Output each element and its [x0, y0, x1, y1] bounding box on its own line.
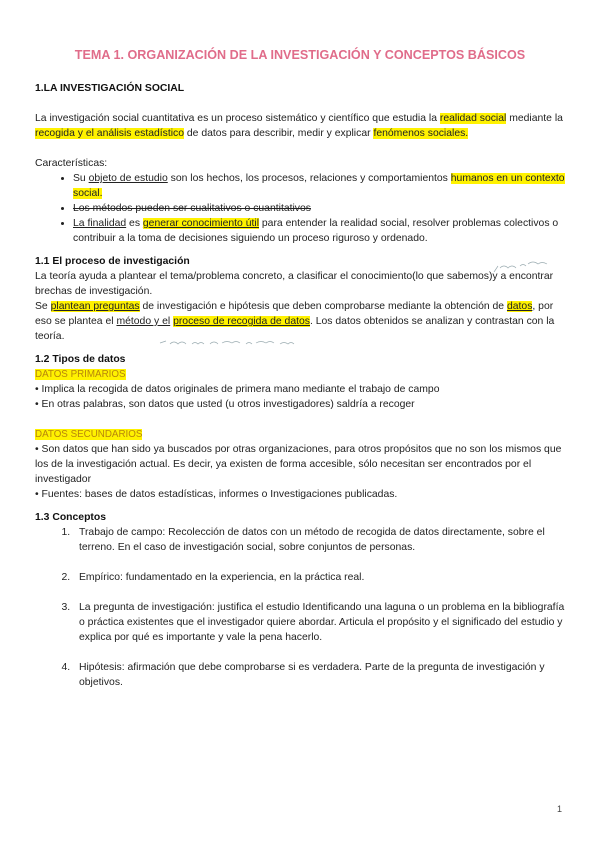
text: para entender la realidad social, resolver problemas colectivos o contribuir a la toma de decisiones siguiendo un proceso riguroso y ordenado.: [73, 218, 559, 244]
document-title: TEMA 1. ORGANIZACIÓN DE LA INVESTIGACIÓN Y CONCEPTOS BÁSICOS: [74, 48, 526, 62]
list-item: 2. Empírico: fundamentado en la experiencia, en la práctica real.: [73, 570, 565, 585]
list-item: 3. La pregunta de investigación: justifica el estudio Identificando una laguna o un problema en la bibliografía o práctica existentes que el investigador quiere abordar. Articula el propósito y el significado del estudio y explica por qué es importante y vale la pena hacerlo.: [73, 600, 565, 645]
highlight: generar conocimiento útil: [142, 218, 259, 229]
document-page: [35, 48, 565, 705]
text: de datos para describir, medir y explicar: [184, 128, 374, 139]
handwritten-note-scribble: [492, 258, 552, 274]
secondary-data-item: • Son datos que han sido ya buscados por otras organizaciones, para otros propósitos que no son los mismos que los de la investigación actual. Es decir, ya existen de forma accesible, sólo necesitan ser encontrados por el investigador: [35, 444, 562, 485]
underlined-text: objeto de estudio: [88, 173, 168, 184]
text: de investigación e hipótesis que deben comprobarse mediante la obtención de: [139, 301, 507, 312]
concepts-list: [35, 525, 565, 690]
characteristics-label: Características:: [35, 158, 108, 169]
highlight: datos: [506, 301, 533, 312]
text: mediante la: [506, 113, 563, 124]
text: Se: [35, 301, 51, 312]
section-heading-1-3: 1.3 Conceptos: [35, 512, 107, 523]
primary-data-item: • Implica la recogida de datos originales de primera mano mediante el trabajo de campo: [35, 384, 440, 395]
section-heading-1-2: 1.2 Tipos de datos: [35, 354, 126, 365]
section-heading-1-1: 1.1 El proceso de investigación: [35, 256, 190, 267]
highlight: humanos en un contexto social.: [73, 173, 565, 199]
primary-data-label: DATOS PRIMARIOS: [35, 369, 126, 380]
secondary-data-item: • Fuentes: bases de datos estadísticas, informes o Investigaciones publicadas.: [35, 489, 398, 500]
process-paragraph-1: La teoría ayuda a plantear el tema/problema concreto, a clasificar el conocimiento(lo que sabemos)y a encontrar brechas de investigación.: [35, 271, 554, 297]
secondary-data-label: DATOS SECUNDARIOS: [35, 429, 143, 440]
text: Su: [73, 173, 89, 184]
underlined-text: método y el: [116, 316, 171, 327]
list-item: [73, 201, 565, 216]
primary-data-item: • En otras palabras, son datos que usted (u otros investigadores) saldría a recoger: [35, 399, 415, 410]
list-item: [73, 171, 565, 201]
highlight: fenómenos sociales.: [373, 128, 469, 139]
text: , por eso se plantea el: [35, 301, 554, 327]
text: . Los datos obtenidos se analizan y contrastan con la teoría.: [35, 316, 555, 342]
list-item: 4. Hipótesis: afirmación que debe comprobarse si es verdadera. Parte de la pregunta de investigación y objetivos.: [73, 660, 565, 690]
highlight: recogida y el análisis estadístico: [35, 128, 185, 139]
list-item: 1. Trabajo de campo: Recolección de datos con un método de recogida de datos directamente, sobre el terreno. En el caso de investigación social, sobre conjuntos de personas.: [73, 525, 565, 555]
text: es: [126, 218, 143, 229]
intro-paragraph: [35, 111, 565, 141]
list-item: [73, 216, 565, 246]
handwritten-note-scribble: [158, 337, 308, 349]
page-number: 1: [556, 804, 562, 814]
characteristics-list: [35, 171, 565, 246]
highlight: realidad social: [439, 113, 507, 124]
highlight: plantean preguntas: [50, 301, 140, 312]
underlined-text: La finalidad: [73, 218, 127, 229]
text: La investigación social cuantitativa es un proceso sistemático y científico que estudia la: [35, 113, 440, 124]
section-heading-1: 1.LA INVESTIGACIÓN SOCIAL: [35, 83, 185, 94]
text: son los hechos, los procesos, relaciones y comportamientos: [167, 173, 451, 184]
struck-text: Los métodos pueden ser cualitativos o cuantitativos: [73, 203, 311, 214]
highlight: proceso de recogida de datos: [173, 316, 310, 327]
